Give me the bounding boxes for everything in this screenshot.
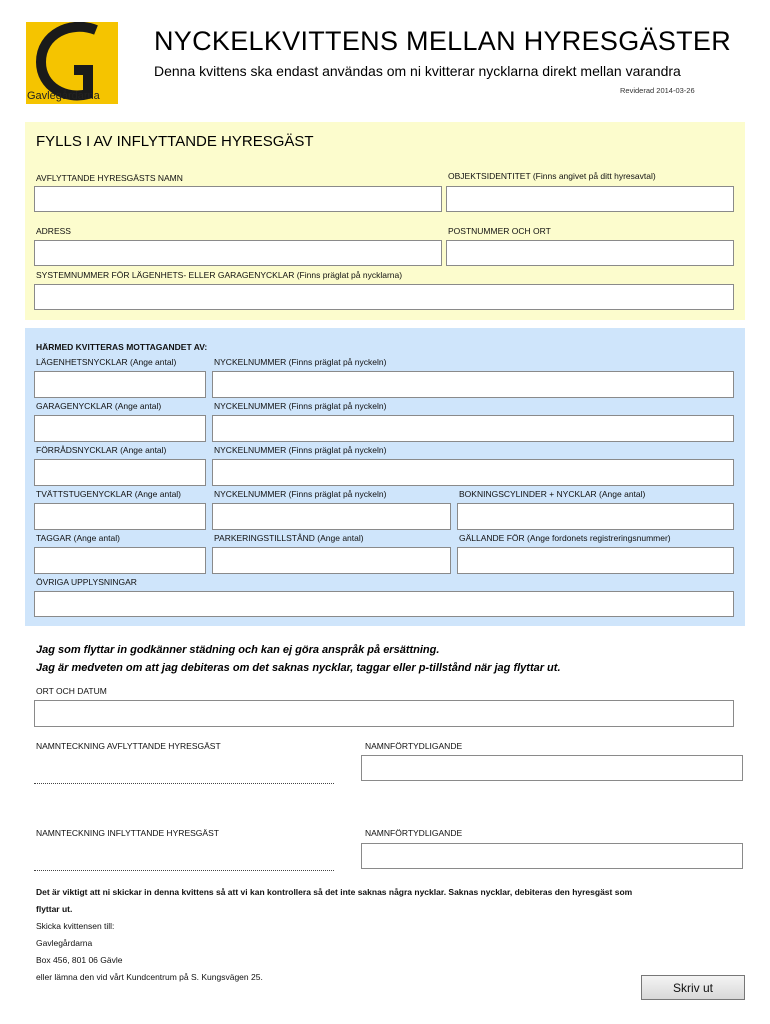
valid-for-label: GÄLLANDE FÖR (Ange fordonets registreringsnummer) bbox=[459, 533, 671, 543]
system-number-label: SYSTEMNUMMER FÖR LÄGENHETS- ELLER GARAGENYCKLAR (Finns präglat på nycklarna) bbox=[36, 270, 403, 280]
name-clarification-label-2: NAMNFÖRTYDLIGANDE bbox=[365, 828, 463, 838]
booking-label: BOKNINGSCYLINDER + NYCKLAR (Ange antal) bbox=[459, 489, 646, 499]
tags-label: TAGGAR (Ange antal) bbox=[36, 533, 120, 543]
garage-key-number-field[interactable] bbox=[212, 415, 734, 442]
name-label: AVFLYTTANDE HYRESGÄSTS NAMN bbox=[36, 173, 183, 183]
name-clarification-label-1: NAMNFÖRTYDLIGANDE bbox=[365, 741, 463, 751]
tenant-section-title: FYLLS I AV INFLYTTANDE HYRESGÄST bbox=[36, 133, 314, 150]
receipt-heading: HÄRMED KVITTERAS MOTTAGANDET AV: bbox=[36, 342, 208, 352]
company-name: Gavlegårdarna bbox=[36, 938, 93, 948]
declaration-line-1: Jag som flyttar in godkänner städning och kan ej göra anspråk på ersättning. bbox=[36, 644, 440, 656]
parking-label: PARKERINGSTILLSTÅND (Ange antal) bbox=[214, 533, 364, 543]
laundry-key-number-label: NYCKELNUMMER (Finns präglat på nyckeln) bbox=[214, 489, 387, 499]
laundry-keys-count-field[interactable] bbox=[34, 503, 206, 530]
tags-count-field[interactable] bbox=[34, 547, 206, 574]
other-info-label: ÖVRIGA UPPLYSNINGAR bbox=[36, 577, 137, 587]
postal-address: Box 456, 801 06 Gävle bbox=[36, 955, 123, 965]
customer-center-note: eller lämna den vid vårt Kundcentrum på S. Kungsvägen 25. bbox=[36, 972, 263, 982]
garage-keys-label: GARAGENYCKLAR (Ange antal) bbox=[36, 401, 162, 411]
storage-key-number-field[interactable] bbox=[212, 459, 734, 486]
apartment-key-number-label: NYCKELNUMMER (Finns präglat på nyckeln) bbox=[214, 357, 387, 367]
declaration-line-2: Jag är medveten om att jag debiteras om det saknas nycklar, taggar eller p-tillstånd när jag flyttar ut. bbox=[36, 662, 561, 674]
vehicle-registration-field[interactable] bbox=[457, 547, 734, 574]
postal-code-city-field[interactable] bbox=[446, 240, 734, 266]
object-id-field[interactable] bbox=[446, 186, 734, 212]
garage-keys-count-field[interactable] bbox=[34, 415, 206, 442]
object-id-label: OBJEKTSIDENTITET (Finns angivet på ditt hyresavtal) bbox=[448, 171, 656, 181]
name-clarification-field-1[interactable] bbox=[361, 755, 743, 781]
signature-incoming-label: NAMNTECKNING INFLYTTANDE HYRESGÄST bbox=[36, 828, 219, 838]
important-note-line-2: flyttar ut. bbox=[36, 904, 73, 914]
laundry-keys-label: TVÄTTSTUGENYCKLAR (Ange antal) bbox=[36, 489, 182, 499]
place-date-label: ORT OCH DATUM bbox=[36, 686, 107, 696]
other-info-field[interactable] bbox=[34, 591, 734, 617]
important-note-line-1: Det är viktigt att ni skickar in denna kvittens så att vi kan kontrollera så det inte saknas några nycklar. Saknas nycklar, debiteras den hyresgäst som bbox=[36, 887, 633, 897]
address-label: ADRESS bbox=[36, 226, 71, 236]
parking-permit-field[interactable] bbox=[212, 547, 451, 574]
place-date-field[interactable] bbox=[34, 700, 734, 727]
logo-text: Gavlegårdarna bbox=[27, 90, 100, 102]
apartment-keys-count-field[interactable] bbox=[34, 371, 206, 398]
garage-key-number-label: NYCKELNUMMER (Finns präglat på nyckeln) bbox=[214, 401, 387, 411]
booking-cylinder-field[interactable] bbox=[457, 503, 734, 530]
address-field[interactable] bbox=[34, 240, 442, 266]
storage-keys-label: FÖRRÅDSNYCKLAR (Ange antal) bbox=[36, 445, 167, 455]
system-number-field[interactable] bbox=[34, 284, 734, 310]
signature-outgoing-label: NAMNTECKNING AVFLYTTANDE HYRESGÄST bbox=[36, 741, 221, 751]
postal-label: POSTNUMMER OCH ORT bbox=[448, 226, 551, 236]
signature-incoming-line[interactable] bbox=[34, 870, 334, 871]
apartment-keys-label: LÄGENHETSNYCKLAR (Ange antal) bbox=[36, 357, 177, 367]
send-to-label: Skicka kvittensen till: bbox=[36, 921, 115, 931]
apartment-key-number-field[interactable] bbox=[212, 371, 734, 398]
print-button[interactable]: Skriv ut bbox=[641, 975, 745, 1000]
signature-outgoing-line[interactable] bbox=[34, 783, 334, 784]
revision-date: Reviderad 2014-03-26 bbox=[620, 86, 695, 95]
storage-keys-count-field[interactable] bbox=[34, 459, 206, 486]
laundry-key-number-field[interactable] bbox=[212, 503, 451, 530]
page-title: NYCKELKVITTENS MELLAN HYRESGÄSTER bbox=[154, 26, 732, 56]
name-clarification-field-2[interactable] bbox=[361, 843, 743, 869]
storage-key-number-label: NYCKELNUMMER (Finns präglat på nyckeln) bbox=[214, 445, 387, 455]
outgoing-tenant-name-field[interactable] bbox=[34, 186, 442, 212]
page-subtitle: Denna kvittens ska endast användas om ni kvitterar nycklarna direkt mellan varandra bbox=[154, 63, 681, 79]
